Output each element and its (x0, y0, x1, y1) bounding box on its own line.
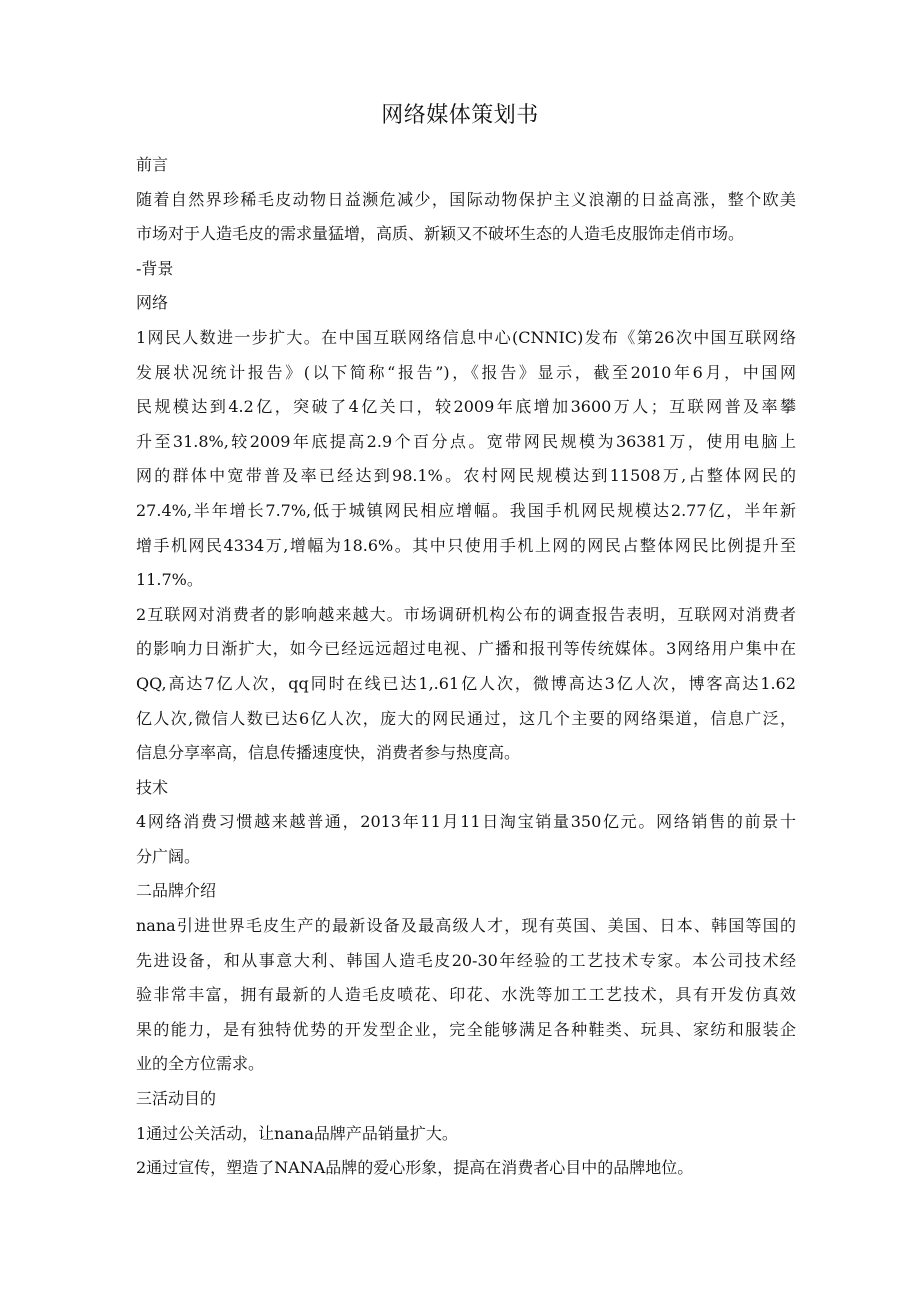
paragraph-line: 的影响力日渐扩大，如今已经远远超过电视、广播和报刊等传统媒体。3网络用户集中在 (136, 639, 796, 659)
paragraph-line: 验非常丰富，拥有最新的人造毛皮喷花、印花、水洗等加工工艺技术，具有开发仿真效 (136, 985, 796, 1005)
heading-technology: 技术 (136, 777, 169, 797)
paragraph-line: 发展状况统计报告》(以下简称“报告”)，《报告》显示，截至2010年6月，中国网 (136, 362, 796, 382)
paragraph-line: 果的能力，是有独特优势的开发型企业，完全能够满足各种鞋类、玩具、家纺和服装企 (136, 1019, 796, 1039)
paragraph-line: 民规模达到4.2亿，突破了4亿关口，较2009年底增加3600万人；互联网普及率攀 (136, 397, 796, 417)
paragraph-line: nana引进世界毛皮生产的最新设备及最高级人才，现有英国、美国、日本、韩国等国的 (136, 916, 796, 936)
paragraph-line: 亿人次,微信人数已达6亿人次，庞大的网民通过，这几个主要的网络渠道，信息广泛， (136, 708, 796, 728)
paragraph-line: 2通过宣传，塑造了NANA品牌的爱心形象，提高在消费者心目中的品牌地位。 (136, 1158, 694, 1178)
paragraph-line: 11.7%。 (136, 570, 203, 590)
heading-background: -背景 (136, 258, 174, 278)
paragraph-line: 信息分享率高，信息传播速度快，消费者参与热度高。 (136, 743, 521, 763)
document-title: 网络媒体策划书 (381, 103, 539, 128)
paragraph-line: 随着自然界珍稀毛皮动物日益濒危减少，国际动物保护主义浪潮的日益高涨，整个欧美 (136, 189, 796, 209)
document-body (136, 148, 796, 1186)
paragraph-line: 先进设备，和从事意大利、韩国人造毛皮20-30年经验的工艺技术专家。本公司技术经 (136, 950, 796, 970)
heading-activity-purpose: 三活动目的 (136, 1089, 217, 1109)
heading-network: 网络 (136, 293, 169, 313)
paragraph-line: 网的群体中宽带普及率已经达到98.1%。农村网民规模达到11508万,占整体网民的 (136, 466, 796, 486)
paragraph-line: 1通过公关活动，让nana品牌产品销量扩大。 (136, 1123, 458, 1143)
paragraph-line: 分广阔。 (136, 846, 201, 866)
paragraph-line: 27.4%,半年增长7.7%,低于城镇网民相应增幅。我国手机网民规模达2.77亿，半年新 (136, 500, 796, 520)
paragraph-line: 2互联网对消费者的影响越来越大。市场调研机构公布的调查报告表明，互联网对消费者 (136, 604, 796, 624)
paragraph-line: 增手机网民4334万,增幅为18.6%。其中只使用手机上网的网民占整体网民比例提升至 (136, 535, 796, 555)
paragraph-line: 升至31.8%,较2009年底提高2.9个百分点。宽带网民规模为36381万，使用电脑上 (136, 431, 796, 451)
heading-brand-intro: 二品牌介绍 (136, 881, 217, 901)
paragraph-line: 4网络消费习惯越来越普通，2013年11月11日淘宝销量350亿元。网络销售的前景十 (136, 812, 796, 832)
paragraph-line: 业的全方位需求。 (136, 1054, 265, 1074)
paragraph-line: 市场对于人造毛皮的需求量猛增，高质、新颖又不破坏生态的人造毛皮服饰走俏市场。 (136, 224, 745, 244)
paragraph-line: QQ,高达7亿人次，qq同时在线已达1,.61亿人次，微博高达3亿人次，博客高达1.62 (136, 673, 796, 693)
paragraph-line: 1网民人数进一步扩大。在中国互联网络信息中心(CNNIC)发布《第26次中国互联网络 (136, 327, 796, 347)
heading-preface: 前言 (136, 155, 169, 174)
